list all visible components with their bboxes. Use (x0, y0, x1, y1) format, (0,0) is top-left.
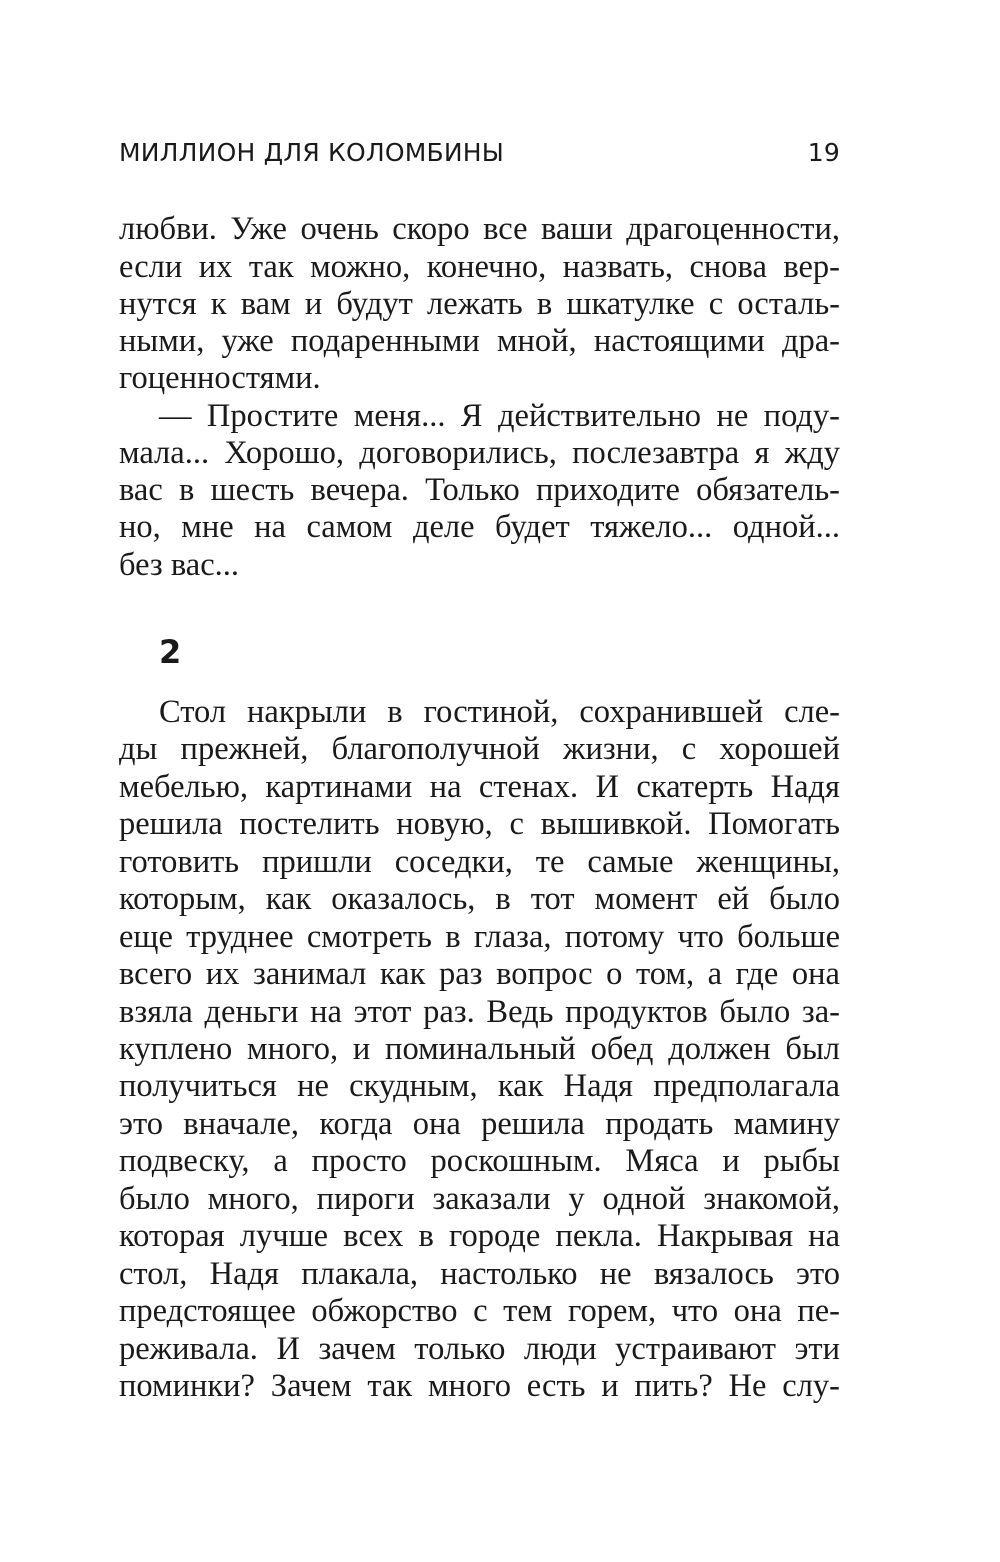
text-line: которым, как оказалось, в тот момент ей было (119, 881, 840, 917)
text-line: — Простите меня... Я действительно не поду- (159, 398, 840, 434)
text-line: любви. Уже очень скоро все ваши драгоценности, (119, 211, 840, 247)
page-number: 19 (807, 138, 840, 167)
text-line: подвеску, а просто роскошным. Мяса и рыбы (119, 1143, 840, 1179)
text-line: вас в шесть вечера. Только приходите обязатель- (119, 472, 840, 508)
text-line: стол, Надя плакала, настолько не вязалось это (119, 1256, 840, 1292)
text-line: готовить пришли соседки, те самые женщины, (119, 844, 840, 880)
text-line: гоценностями. (119, 360, 321, 396)
running-head (119, 138, 840, 172)
text-line: Стол накрыли в гостиной, сохранившей сле- (159, 694, 840, 730)
text-line: реживала. И зачем только люди устраивают эти (119, 1331, 840, 1367)
text-line: предстоящее обжорство с тем горем, что она пе- (119, 1293, 840, 1329)
text-line: нутся к вам и будут лежать в шкатулке с осталь- (119, 286, 840, 322)
text-line: получиться не скудным, как Надя предполагала (119, 1068, 840, 1104)
text-line: мебелью, картинами на стенах. И скатерть Надя (119, 769, 840, 805)
text-line: это вначале, когда она решила продать мамину (119, 1106, 840, 1142)
text-line: без вас... (119, 547, 240, 583)
text-line: всего их занимал как раз вопрос о том, а где она (119, 956, 840, 992)
text-line: если их так можно, конечно, назвать, снова вер- (119, 249, 840, 285)
text-line: мала... Хорошо, договорились, послезавтра я жду (119, 435, 840, 471)
text-line: взяла деньги на этот раз. Ведь продуктов было за- (119, 994, 840, 1030)
text-line: еще труднее смотреть в глаза, потому что больше (119, 919, 840, 955)
text-line: но, мне на самом деле будет тяжело... одной... (119, 509, 840, 545)
book-page (119, 0, 840, 1562)
text-line: поминки? Зачем так много есть и пить? Не слу- (119, 1368, 840, 1404)
chapter-number: 2 (159, 633, 182, 671)
text-line: куплено много, и поминальный обед должен был (119, 1031, 840, 1067)
text-line: которая лучше всех в городе пекла. Накрывая на (119, 1218, 840, 1254)
text-line: ными, уже подаренными мной, настоящими дра- (119, 323, 840, 359)
text-line: ды прежней, благополучной жизни, с хорошей (119, 731, 840, 767)
text-line: решила постелить новую, с вышивкой. Помогать (119, 806, 840, 842)
running-head-title: МИЛЛИОН ДЛЯ КОЛОМБИНЫ (119, 138, 505, 167)
text-line: было много, пироги заказали у одной знакомой, (119, 1181, 840, 1217)
